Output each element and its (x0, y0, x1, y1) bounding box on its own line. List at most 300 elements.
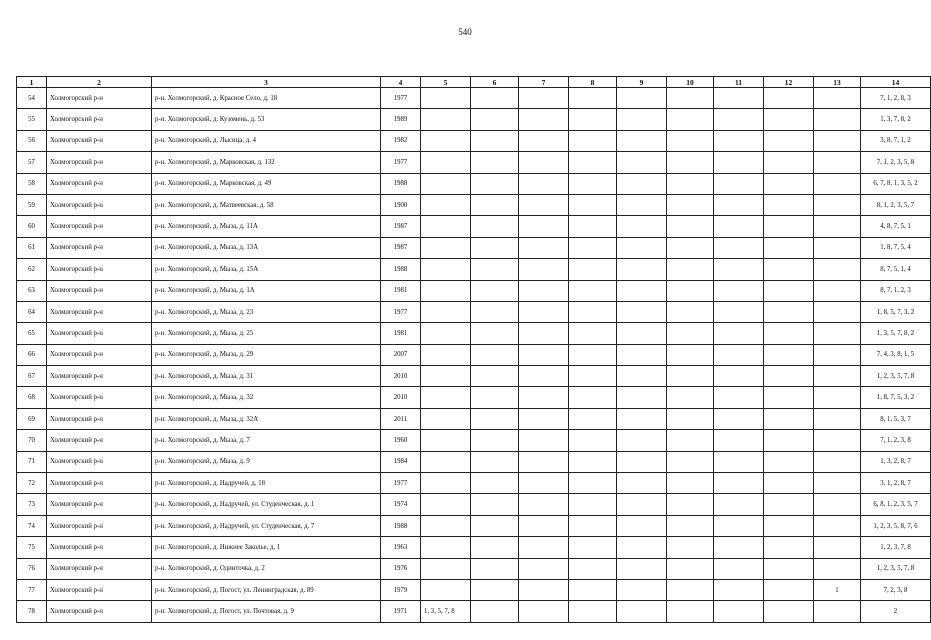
cell-col-1: 67 (17, 366, 47, 387)
cell-col-3: р-н. Холмогорский, д. Марковская, д. 132 (152, 152, 381, 173)
cell-col-9 (617, 152, 667, 173)
cell-col-6 (471, 344, 519, 365)
cell-col-14: 4, 8, 7, 5, 1 (861, 216, 931, 237)
cell-col-13 (814, 387, 861, 408)
table-row (17, 280, 931, 301)
table-row (17, 323, 931, 344)
cell-col-1: 58 (17, 173, 47, 194)
cell-col-6 (471, 408, 519, 429)
cell-col-14: 6, 7, 8, 1, 3, 5, 2 (861, 173, 931, 194)
cell-col-1: 62 (17, 259, 47, 280)
cell-col-5 (421, 323, 471, 344)
cell-col-13 (814, 344, 861, 365)
cell-col-14: 1, 2, 3, 5, 8, 7, 6 (861, 515, 931, 536)
cell-col-11 (714, 152, 764, 173)
cell-col-12 (764, 109, 814, 130)
cell-col-13 (814, 259, 861, 280)
cell-col-4: 1984 (381, 451, 421, 472)
cell-col-3: р-н. Холмогорский, д. Кузомень, д. 53 (152, 109, 381, 130)
cell-col-10 (667, 216, 714, 237)
cell-col-14: 7, 1, 2, 3, 5, 8 (861, 152, 931, 173)
cell-col-14: 7, 4, 3, 8, 1, 5 (861, 344, 931, 365)
cell-col-2: Холмогорский р-н (47, 173, 152, 194)
cell-col-13 (814, 366, 861, 387)
cell-col-11 (714, 473, 764, 494)
cell-col-6 (471, 152, 519, 173)
cell-col-5 (421, 515, 471, 536)
cell-col-2: Холмогорский р-н (47, 280, 152, 301)
cell-col-9 (617, 301, 667, 322)
cell-col-1: 78 (17, 601, 47, 622)
cell-col-4: 1987 (381, 237, 421, 258)
cell-col-13 (814, 323, 861, 344)
cell-col-10 (667, 237, 714, 258)
table-row (17, 601, 931, 622)
cell-col-13 (814, 601, 861, 622)
cell-col-7 (519, 88, 569, 109)
cell-col-13 (814, 109, 861, 130)
cell-col-9 (617, 88, 667, 109)
cell-col-4: 1977 (381, 152, 421, 173)
cell-col-1: 68 (17, 387, 47, 408)
cell-col-2: Холмогорский р-н (47, 366, 152, 387)
cell-col-11 (714, 601, 764, 622)
cell-col-6 (471, 237, 519, 258)
cell-col-8 (569, 280, 617, 301)
cell-col-1: 57 (17, 152, 47, 173)
cell-col-12 (764, 387, 814, 408)
cell-col-7 (519, 408, 569, 429)
cell-col-4: 1981 (381, 323, 421, 344)
cell-col-6 (471, 451, 519, 472)
cell-col-10 (667, 537, 714, 558)
cell-col-13 (814, 515, 861, 536)
cell-col-8 (569, 537, 617, 558)
cell-col-4: 1982 (381, 130, 421, 151)
cell-col-5 (421, 237, 471, 258)
cell-col-8 (569, 130, 617, 151)
cell-col-10 (667, 130, 714, 151)
cell-col-8 (569, 366, 617, 387)
cell-col-11 (714, 494, 764, 515)
cell-col-10 (667, 280, 714, 301)
cell-col-8 (569, 430, 617, 451)
cell-col-11 (714, 194, 764, 215)
cell-col-3: р-н. Холмогорский, д. Мыза, д. 11А (152, 216, 381, 237)
cell-col-12 (764, 194, 814, 215)
cell-col-11 (714, 579, 764, 600)
cell-col-2: Холмогорский р-н (47, 152, 152, 173)
cell-col-2: Холмогорский р-н (47, 430, 152, 451)
cell-col-4: 1977 (381, 301, 421, 322)
cell-col-8 (569, 494, 617, 515)
cell-col-8 (569, 408, 617, 429)
cell-col-10 (667, 473, 714, 494)
cell-col-2: Холмогорский р-н (47, 451, 152, 472)
cell-col-5 (421, 194, 471, 215)
cell-col-3: р-н. Холмогорский, д. Мыза, д. 29 (152, 344, 381, 365)
cell-col-1: 69 (17, 408, 47, 429)
cell-col-12 (764, 473, 814, 494)
table-row (17, 130, 931, 151)
cell-col-14: 1, 8, 7, 5, 4 (861, 237, 931, 258)
cell-col-9 (617, 558, 667, 579)
cell-col-7 (519, 259, 569, 280)
table-row (17, 579, 931, 600)
cell-col-13 (814, 430, 861, 451)
cell-col-4: 1963 (381, 537, 421, 558)
cell-col-14: 7, 2, 3, 8 (861, 579, 931, 600)
cell-col-7 (519, 387, 569, 408)
cell-col-7 (519, 130, 569, 151)
cell-col-14: 3, 1, 2, 8, 7 (861, 473, 931, 494)
cell-col-10 (667, 601, 714, 622)
cell-col-6 (471, 601, 519, 622)
cell-col-7 (519, 152, 569, 173)
cell-col-14: 7, 1, 2, 8, 3 (861, 88, 931, 109)
column-header-12: 12 (764, 77, 814, 88)
cell-col-5 (421, 494, 471, 515)
cell-col-1: 61 (17, 237, 47, 258)
cell-col-3: р-н. Холмогорский, д. Мыза, д. 7 (152, 430, 381, 451)
cell-col-1: 59 (17, 194, 47, 215)
cell-col-1: 55 (17, 109, 47, 130)
cell-col-6 (471, 366, 519, 387)
cell-col-9 (617, 280, 667, 301)
cell-col-6 (471, 216, 519, 237)
cell-col-8 (569, 387, 617, 408)
cell-col-12 (764, 451, 814, 472)
cell-col-5 (421, 259, 471, 280)
cell-col-6 (471, 323, 519, 344)
cell-col-8 (569, 601, 617, 622)
cell-col-12 (764, 173, 814, 194)
cell-col-10 (667, 451, 714, 472)
cell-col-9 (617, 601, 667, 622)
cell-col-3: р-н. Холмогорский, д. Лысица, д. 4 (152, 130, 381, 151)
cell-col-13 (814, 173, 861, 194)
cell-col-2: Холмогорский р-н (47, 515, 152, 536)
cell-col-3: р-н. Холмогорский, д. Мыза, д. 13А (152, 237, 381, 258)
cell-col-8 (569, 473, 617, 494)
cell-col-6 (471, 515, 519, 536)
cell-col-4: 1974 (381, 494, 421, 515)
cell-col-4: 1988 (381, 173, 421, 194)
cell-col-5 (421, 130, 471, 151)
cell-col-13 (814, 537, 861, 558)
cell-col-10 (667, 387, 714, 408)
cell-col-10 (667, 301, 714, 322)
cell-col-10 (667, 259, 714, 280)
cell-col-2: Холмогорский р-н (47, 344, 152, 365)
cell-col-12 (764, 408, 814, 429)
cell-col-14: 2 (861, 601, 931, 622)
column-header-2: 2 (47, 77, 152, 88)
cell-col-11 (714, 280, 764, 301)
cell-col-6 (471, 130, 519, 151)
cell-col-7 (519, 579, 569, 600)
cell-col-11 (714, 237, 764, 258)
cell-col-13 (814, 216, 861, 237)
cell-col-13 (814, 152, 861, 173)
cell-col-13 (814, 408, 861, 429)
cell-col-7 (519, 237, 569, 258)
cell-col-5 (421, 88, 471, 109)
cell-col-14: 1, 8, 7, 5, 3, 2 (861, 387, 931, 408)
cell-col-2: Холмогорский р-н (47, 130, 152, 151)
cell-col-4: 1900 (381, 194, 421, 215)
cell-col-2: Холмогорский р-н (47, 237, 152, 258)
cell-col-5 (421, 173, 471, 194)
cell-col-6 (471, 109, 519, 130)
cell-col-1: 54 (17, 88, 47, 109)
cell-col-7 (519, 301, 569, 322)
cell-col-1: 63 (17, 280, 47, 301)
cell-col-8 (569, 152, 617, 173)
cell-col-9 (617, 130, 667, 151)
cell-col-7 (519, 280, 569, 301)
cell-col-12 (764, 323, 814, 344)
cell-col-14: 8, 7, 5, 1, 4 (861, 259, 931, 280)
cell-col-9 (617, 173, 667, 194)
cell-col-14: 1, 3, 7, 8, 2 (861, 109, 931, 130)
cell-col-3: р-н. Холмогорский, д. Матвеевская, д. 58 (152, 194, 381, 215)
cell-col-1: 64 (17, 301, 47, 322)
cell-col-10 (667, 109, 714, 130)
cell-col-2: Холмогорский р-н (47, 88, 152, 109)
cell-col-8 (569, 173, 617, 194)
cell-col-7 (519, 430, 569, 451)
cell-col-6 (471, 301, 519, 322)
cell-col-14: 1, 8, 5, 7, 3, 2 (861, 301, 931, 322)
cell-col-7 (519, 109, 569, 130)
cell-col-9 (617, 494, 667, 515)
cell-col-10 (667, 408, 714, 429)
table-body (17, 88, 931, 623)
column-header-6: 6 (471, 77, 519, 88)
cell-col-12 (764, 366, 814, 387)
cell-col-5 (421, 408, 471, 429)
cell-col-4: 2010 (381, 366, 421, 387)
cell-col-8 (569, 259, 617, 280)
cell-col-12 (764, 152, 814, 173)
cell-col-10 (667, 558, 714, 579)
cell-col-3: р-н. Холмогорский, д. Надручей, д. 18 (152, 473, 381, 494)
cell-col-8 (569, 301, 617, 322)
cell-col-7 (519, 494, 569, 515)
header-row (17, 77, 931, 88)
cell-col-10 (667, 88, 714, 109)
registry-table (16, 76, 931, 623)
cell-col-11 (714, 344, 764, 365)
cell-col-8 (569, 344, 617, 365)
cell-col-8 (569, 216, 617, 237)
cell-col-5 (421, 301, 471, 322)
cell-col-1: 74 (17, 515, 47, 536)
table-row (17, 451, 931, 472)
cell-col-5 (421, 387, 471, 408)
cell-col-7 (519, 515, 569, 536)
cell-col-10 (667, 173, 714, 194)
cell-col-5 (421, 366, 471, 387)
column-header-4: 4 (381, 77, 421, 88)
cell-col-6 (471, 494, 519, 515)
table-row (17, 88, 931, 109)
table-row (17, 515, 931, 536)
cell-col-9 (617, 387, 667, 408)
cell-col-2: Холмогорский р-н (47, 537, 152, 558)
cell-col-4: 2007 (381, 344, 421, 365)
cell-col-11 (714, 430, 764, 451)
cell-col-10 (667, 515, 714, 536)
cell-col-8 (569, 558, 617, 579)
cell-col-12 (764, 280, 814, 301)
cell-col-4: 1989 (381, 109, 421, 130)
cell-col-9 (617, 259, 667, 280)
cell-col-11 (714, 537, 764, 558)
column-header-9: 9 (617, 77, 667, 88)
cell-col-13 (814, 130, 861, 151)
cell-col-6 (471, 558, 519, 579)
table-row (17, 109, 931, 130)
table-row (17, 344, 931, 365)
cell-col-7 (519, 473, 569, 494)
cell-col-13 (814, 451, 861, 472)
cell-col-11 (714, 408, 764, 429)
cell-col-11 (714, 515, 764, 536)
table-row (17, 173, 931, 194)
table-row (17, 387, 931, 408)
cell-col-3: р-н. Холмогорский, д. Мыза, д. 32 (152, 387, 381, 408)
cell-col-3: р-н. Холмогорский, д. Мыза, д. 1А (152, 280, 381, 301)
cell-col-7 (519, 173, 569, 194)
cell-col-14: 1, 3, 2, 8, 7 (861, 451, 931, 472)
cell-col-11 (714, 130, 764, 151)
cell-col-10 (667, 194, 714, 215)
cell-col-13 (814, 301, 861, 322)
cell-col-7 (519, 344, 569, 365)
cell-col-7 (519, 558, 569, 579)
cell-col-6 (471, 387, 519, 408)
cell-col-10 (667, 366, 714, 387)
cell-col-11 (714, 88, 764, 109)
table-row (17, 259, 931, 280)
cell-col-6 (471, 259, 519, 280)
cell-col-5 (421, 558, 471, 579)
cell-col-4: 2011 (381, 408, 421, 429)
cell-col-11 (714, 216, 764, 237)
table-row (17, 558, 931, 579)
cell-col-12 (764, 515, 814, 536)
cell-col-11 (714, 558, 764, 579)
table-row (17, 194, 931, 215)
cell-col-9 (617, 323, 667, 344)
cell-col-12 (764, 537, 814, 558)
cell-col-1: 72 (17, 473, 47, 494)
cell-col-3: р-н. Холмогорский, д. Погост, ул. Ленинградская, д. 89 (152, 579, 381, 600)
cell-col-9 (617, 194, 667, 215)
cell-col-2: Холмогорский р-н (47, 473, 152, 494)
cell-col-8 (569, 579, 617, 600)
table-row (17, 237, 931, 258)
cell-col-9 (617, 408, 667, 429)
cell-col-7 (519, 323, 569, 344)
cell-col-9 (617, 473, 667, 494)
cell-col-4: 1960 (381, 430, 421, 451)
cell-col-5 (421, 451, 471, 472)
column-header-13: 13 (814, 77, 861, 88)
cell-col-13 (814, 473, 861, 494)
cell-col-3: р-н. Холмогорский, д. Мыза, д. 15А (152, 259, 381, 280)
cell-col-9 (617, 366, 667, 387)
table-row (17, 408, 931, 429)
cell-col-2: Холмогорский р-н (47, 408, 152, 429)
cell-col-6 (471, 473, 519, 494)
cell-col-11 (714, 451, 764, 472)
cell-col-6 (471, 537, 519, 558)
cell-col-5 (421, 109, 471, 130)
cell-col-12 (764, 579, 814, 600)
cell-col-5 (421, 579, 471, 600)
cell-col-8 (569, 237, 617, 258)
cell-col-5 (421, 152, 471, 173)
cell-col-14: 1, 2, 3, 5, 7, 8 (861, 366, 931, 387)
table-row (17, 430, 931, 451)
cell-col-8 (569, 323, 617, 344)
cell-col-7 (519, 366, 569, 387)
cell-col-3: р-н. Холмогорский, д. Марковская, д. 49 (152, 173, 381, 194)
cell-col-3: р-н. Холмогорский, д. Одинточка, д. 2 (152, 558, 381, 579)
cell-col-10 (667, 430, 714, 451)
cell-col-6 (471, 194, 519, 215)
cell-col-1: 70 (17, 430, 47, 451)
cell-col-13: 1 (814, 579, 861, 600)
cell-col-4: 1971 (381, 601, 421, 622)
cell-col-2: Холмогорский р-н (47, 301, 152, 322)
cell-col-9 (617, 109, 667, 130)
cell-col-14: 1, 2, 3, 5, 7, 8 (861, 558, 931, 579)
cell-col-5 (421, 430, 471, 451)
cell-col-1: 56 (17, 130, 47, 151)
cell-col-12 (764, 494, 814, 515)
cell-col-4: 1977 (381, 88, 421, 109)
cell-col-2: Холмогорский р-н (47, 601, 152, 622)
cell-col-2: Холмогорский р-н (47, 494, 152, 515)
cell-col-9 (617, 237, 667, 258)
cell-col-3: р-н. Холмогорский, д. Мыза, д. 31 (152, 366, 381, 387)
cell-col-4: 1977 (381, 473, 421, 494)
cell-col-5 (421, 280, 471, 301)
cell-col-11 (714, 109, 764, 130)
cell-col-2: Холмогорский р-н (47, 194, 152, 215)
cell-col-11 (714, 366, 764, 387)
cell-col-5 (421, 473, 471, 494)
cell-col-10 (667, 152, 714, 173)
cell-col-2: Холмогорский р-н (47, 579, 152, 600)
cell-col-12 (764, 344, 814, 365)
cell-col-12 (764, 259, 814, 280)
cell-col-5 (421, 537, 471, 558)
cell-col-11 (714, 259, 764, 280)
cell-col-7 (519, 216, 569, 237)
cell-col-7 (519, 194, 569, 215)
cell-col-4: 1976 (381, 558, 421, 579)
cell-col-12 (764, 301, 814, 322)
cell-col-10 (667, 344, 714, 365)
cell-col-14: 8, 7, 1, 2, 3 (861, 280, 931, 301)
cell-col-2: Холмогорский р-н (47, 323, 152, 344)
cell-col-13 (814, 280, 861, 301)
